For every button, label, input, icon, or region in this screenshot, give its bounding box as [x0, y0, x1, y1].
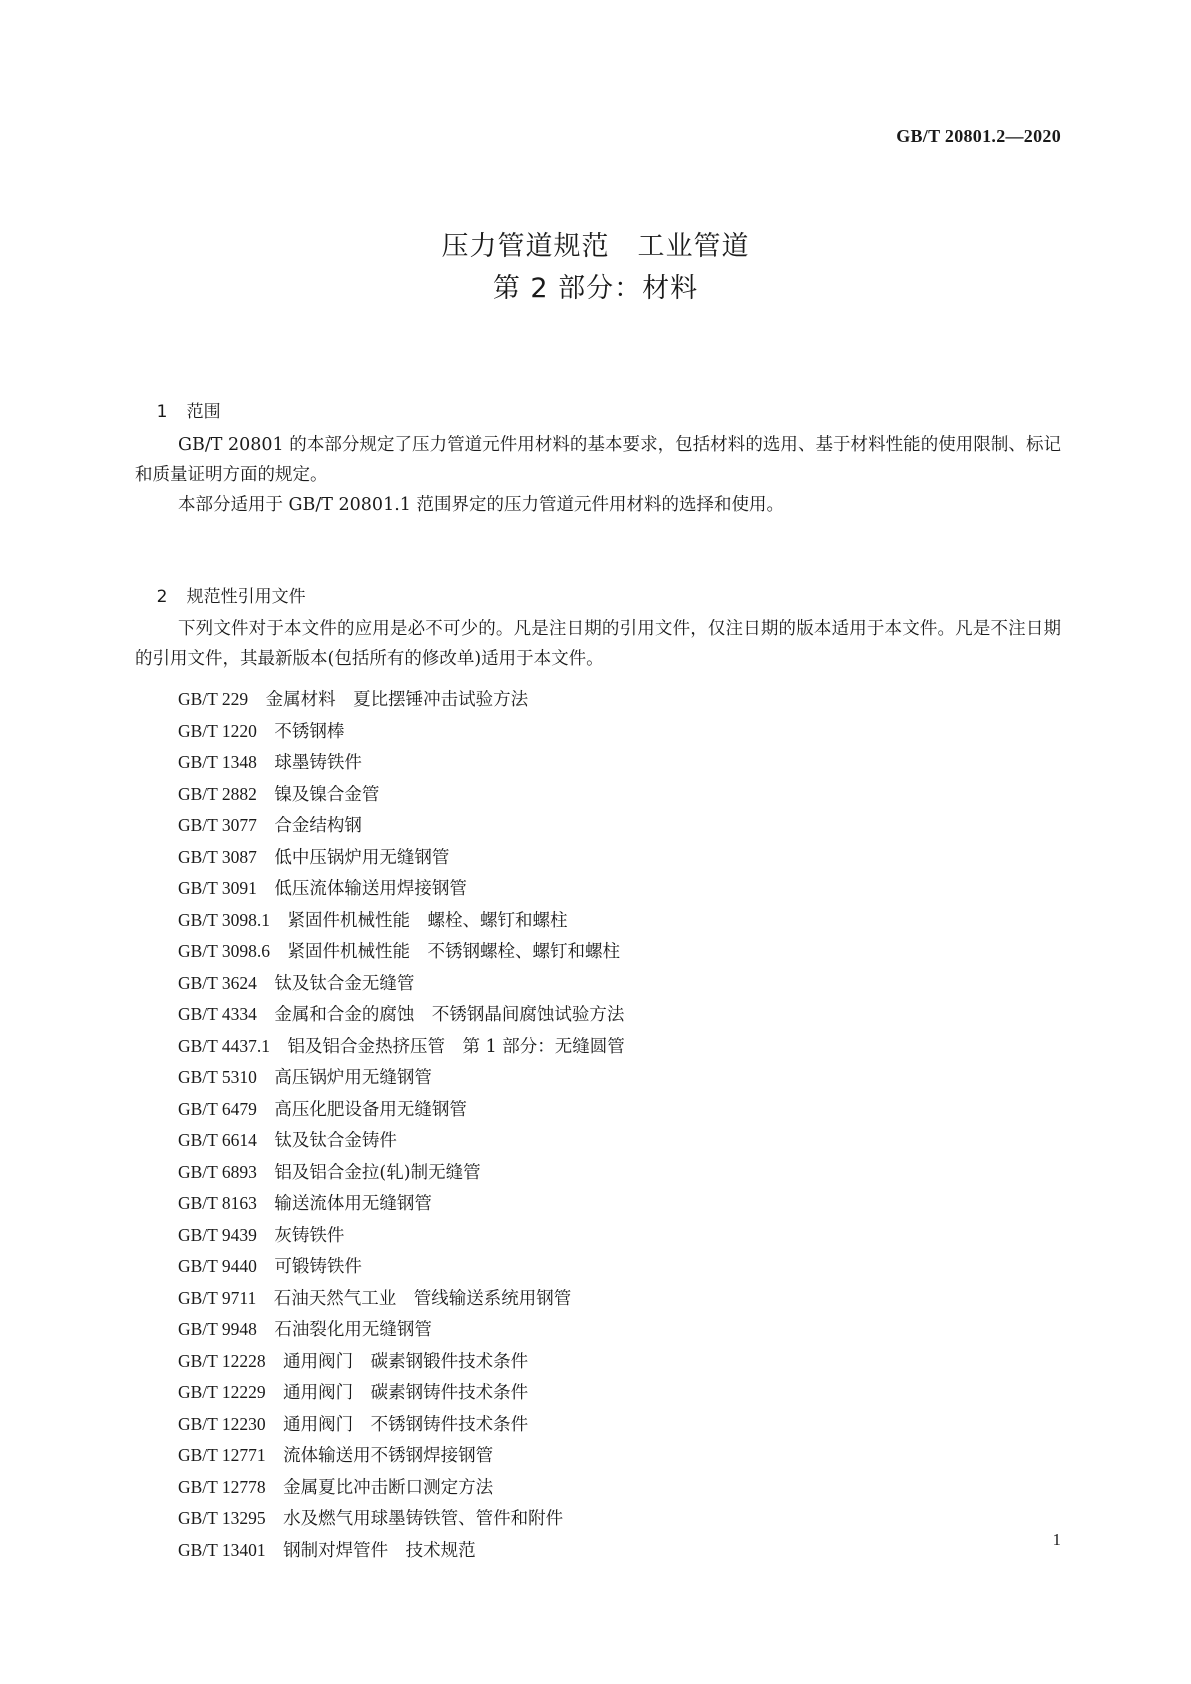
reference-item [178, 1535, 625, 1567]
reference-code: GB/T 12229 [178, 1382, 266, 1402]
reference-code: GB/T 3098.6 [178, 941, 271, 961]
reference-item [178, 936, 625, 968]
title-line-2: 第 2 部分：材料 [492, 273, 699, 304]
reference-title: 水及燃气用球墨铸铁管、管件和附件 [283, 1509, 564, 1529]
reference-title: 球墨铸铁件 [274, 753, 362, 773]
reference-title: 低压流体输送用焊接钢管 [274, 879, 467, 899]
reference-item [178, 1503, 625, 1535]
reference-code: GB/T 3087 [178, 846, 257, 867]
section-2-title: 规范性引用文件 [186, 587, 306, 607]
reference-title: 金属材料 夏比摆锤冲击试验方法 [265, 690, 529, 710]
reference-title: 钛及钛合金无缝管 [274, 973, 415, 994]
reference-item [178, 810, 625, 842]
reference-code: GB/T 4334 [178, 1004, 257, 1024]
standard-number: GB/T 20801.2—2020 [896, 126, 1061, 146]
reference-title: 通用阀门 不锈钢铸件技术条件 [283, 1414, 529, 1435]
reference-title: 铝及铝合金热挤压管 第 1 部分：无缝圆管 [287, 1036, 625, 1057]
reference-code: GB/T 12228 [178, 1350, 266, 1371]
reference-item [178, 1251, 625, 1283]
reference-title: 高压化肥设备用无缝钢管 [274, 1099, 467, 1120]
reference-title: 石油天然气工业 管线输送系统用钢管 [273, 1288, 572, 1309]
reference-title: 钛及钛合金铸件 [274, 1131, 397, 1151]
reference-title: 可锻铸铁件 [274, 1257, 362, 1277]
reference-item [178, 1377, 625, 1409]
reference-title: 低中压锅炉用无缝钢管 [274, 847, 450, 868]
section-2-number: 2 [156, 587, 168, 607]
document-title [0, 226, 1191, 310]
reference-item [178, 999, 625, 1031]
reference-code: GB/T 1348 [178, 752, 257, 772]
reference-code: GB/T 3091 [178, 878, 257, 898]
reference-title: 高压锅炉用无缝钢管 [274, 1068, 432, 1088]
section-1-paragraph: 本部分适用于 GB/T 20801.1 范围界定的压力管道元件用材料的选择和使用。 [178, 495, 784, 515]
reference-item [178, 1283, 625, 1315]
reference-title: 合金结构钢 [274, 816, 362, 836]
reference-item [178, 873, 625, 905]
reference-code: GB/T 13401 [178, 1539, 266, 1560]
reference-code: GB/T 5310 [178, 1067, 257, 1087]
reference-item [178, 1440, 625, 1472]
reference-code: GB/T 2882 [178, 783, 257, 804]
reference-item [178, 1346, 625, 1378]
reference-code: GB/T 12771 [178, 1445, 266, 1465]
reference-item [178, 842, 625, 874]
reference-item [178, 1094, 625, 1126]
reference-code: GB/T 6479 [178, 1098, 257, 1119]
reference-title: 不锈钢棒 [274, 721, 345, 742]
reference-title: 通用阀门 碳素钢锻件技术条件 [283, 1351, 529, 1372]
reference-title: 输送流体用无缝钢管 [274, 1194, 432, 1214]
reference-code: GB/T 9948 [178, 1319, 257, 1339]
reference-title: 钢制对焊管件 技术规范 [283, 1540, 476, 1561]
reference-code: GB/T 12230 [178, 1413, 266, 1434]
reference-item [178, 968, 625, 1000]
title-line-1: 压力管道规范 工业管道 [441, 231, 750, 262]
reference-item [178, 1220, 625, 1252]
reference-item [178, 1031, 625, 1063]
reference-title: 石油裂化用无缝钢管 [274, 1320, 432, 1340]
reference-code: GB/T 6614 [178, 1130, 257, 1150]
reference-code: GB/T 3098.1 [178, 909, 271, 930]
reference-title: 铝及铝合金拉(轧)制无缝管 [274, 1162, 481, 1183]
reference-item [178, 1157, 625, 1189]
reference-code: GB/T 3077 [178, 815, 257, 835]
reference-item [178, 716, 625, 748]
reference-code: GB/T 8163 [178, 1193, 257, 1213]
reference-code: GB/T 13295 [178, 1508, 266, 1528]
section-1-body [135, 430, 1061, 520]
reference-item [178, 1125, 625, 1157]
reference-item [178, 1062, 625, 1094]
reference-title: 镍及镍合金管 [274, 784, 380, 805]
reference-item [178, 779, 625, 811]
reference-title: 流体输送用不锈钢焊接钢管 [283, 1446, 494, 1466]
reference-item [178, 684, 625, 716]
reference-code: GB/T 4437.1 [178, 1035, 271, 1056]
section-2-intro-paragraph: 下列文件对于本文件的应用是必不可少的。凡是注日期的引用文件，仅注日期的版本适用于本文件。凡是不注日期的引用文件，其最新版本(包括所有的修改单)适用于本文件。 [135, 619, 1061, 669]
reference-code: GB/T 12778 [178, 1476, 266, 1497]
reference-code: GB/T 6893 [178, 1161, 257, 1182]
reference-code: GB/T 9440 [178, 1256, 257, 1276]
section-1-number: 1 [156, 402, 168, 422]
reference-title: 金属和合金的腐蚀 不锈钢晶间腐蚀试验方法 [274, 1005, 625, 1025]
reference-title: 紧固件机械性能 螺栓、螺钉和螺柱 [287, 910, 568, 931]
reference-item [178, 1409, 625, 1441]
reference-item [178, 747, 625, 779]
reference-item [178, 1188, 625, 1220]
reference-title: 紧固件机械性能 不锈钢螺栓、螺钉和螺柱 [287, 942, 621, 962]
reference-code: GB/T 9711 [178, 1287, 257, 1308]
reference-item [178, 905, 625, 937]
reference-title: 金属夏比冲击断口测定方法 [283, 1477, 494, 1498]
normative-references-list [178, 684, 625, 1566]
reference-title: 灰铸铁件 [274, 1225, 345, 1246]
reference-item [178, 1472, 625, 1504]
reference-code: GB/T 9439 [178, 1224, 257, 1245]
page-number: 1 [1052, 1530, 1061, 1549]
reference-code: GB/T 229 [178, 689, 249, 709]
section-2-intro [135, 614, 1061, 674]
reference-item [178, 1314, 625, 1346]
reference-code: GB/T 1220 [178, 720, 257, 741]
reference-code: GB/T 3624 [178, 972, 257, 993]
section-1-title: 范围 [186, 402, 221, 422]
section-1-paragraph: GB/T 20801 的本部分规定了压力管道元件用材料的基本要求，包括材料的选用、基于材料性能的使用限制、标记和质量证明方面的规定。 [135, 435, 1061, 485]
reference-title: 通用阀门 碳素钢铸件技术条件 [283, 1383, 529, 1403]
